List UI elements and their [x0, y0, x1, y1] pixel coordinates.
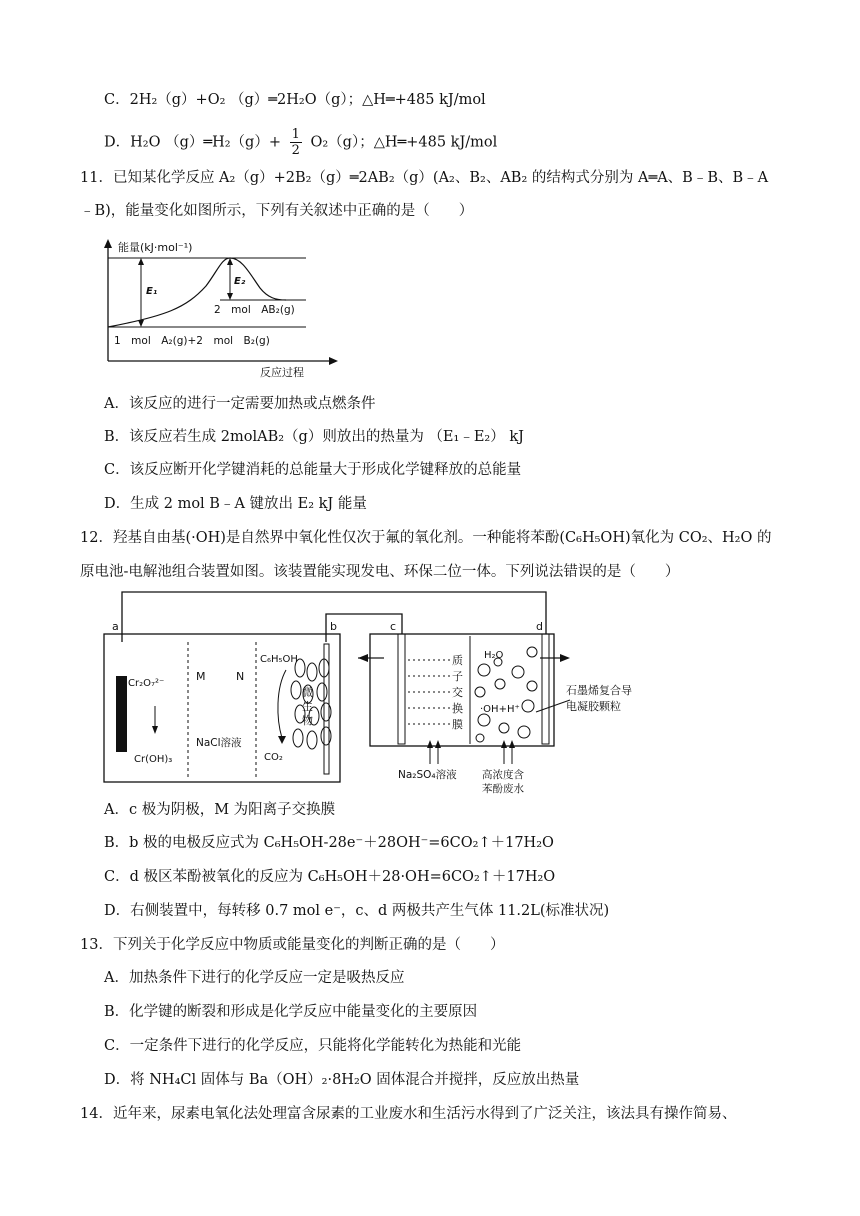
option-13d: D．将 NH₄Cl 固体与 Ba（OH）₂·8H₂O 固体混合并搅拌，反应放出热量	[104, 1072, 580, 1088]
membrane-m-label: M	[196, 670, 206, 683]
option-11d: D．生成 2 mol B﹣A 键放出 E₂ kJ 能量	[104, 496, 367, 512]
question-11-stem-1: 11．已知某化学反应 A₂（g）+2B₂（g）═2AB₂（g）(A₂、B₂、AB₂ 的结构式分别为 A═A、B﹣B、B﹣A	[80, 170, 769, 186]
energy-diagram	[96, 234, 346, 384]
option-12d: D．右侧装置中，每转移 0.7 mol e⁻，c、d 两极共产生气体 11.2L(标准状况)	[104, 903, 610, 919]
question-12-stem-1: 12．羟基自由基(·OH)是自然界中氧化性仅次于氟的氧化剂。一种能将苯酚(C₆H₅OH)氧化为 CO₂、H₂O 的	[80, 530, 772, 546]
microbe-label-2: 生	[302, 700, 313, 713]
question-11-stem-2: ﹣B)，能量变化如图所示，下列有关叙述中正确的是（ ）	[80, 203, 474, 219]
microbe-label-3: 物	[302, 714, 313, 727]
e1-label: E₁	[146, 286, 158, 297]
question-14-stem: 14．近年来，尿素电氧化法处理富含尿素的工业废水和生活污水得到了广泛关注，该法具有操作简易、	[80, 1106, 737, 1122]
membrane-label-2: 子	[452, 670, 463, 683]
graphene-label-1: 石墨烯复合导	[566, 684, 632, 697]
option-12a: A．c 极为阴极，M 为阳离子交换膜	[104, 802, 336, 818]
co2-label: CO₂	[264, 752, 283, 763]
membrane-label-5: 膜	[452, 718, 463, 731]
option-10d-right: O₂（g）；△H═+485 kJ/mol	[310, 134, 498, 151]
option-11c: C．该反应断开化学键消耗的总能量大于形成化学键释放的总能量	[104, 462, 522, 478]
sodium-sulfate-label: Na₂SO₄溶液	[398, 769, 457, 781]
nacl-solution-label: NaCl溶液	[196, 737, 242, 749]
x-axis-label: 反应过程	[260, 366, 304, 379]
phenol-label: C₆H₅OH	[260, 654, 298, 665]
membrane-n-label: N	[236, 670, 245, 683]
option-11b: B．该反应若生成 2molAB₂（g）则放出的热量为 （E₁﹣E₂） kJ	[104, 429, 524, 445]
fraction-half	[290, 127, 302, 158]
fraction-denominator: 2	[291, 143, 300, 158]
question-12-stem-2: 原电池-电解池组合装置如图。该装置能实现发电、环保二位一体。下列说法错误的是（ ）	[80, 564, 680, 580]
graphene-label-2: 电凝胶颗粒	[566, 700, 621, 713]
chromium-hydroxide-label: Cr(OH)₃	[134, 754, 173, 765]
wastewater-label-2: 苯酚废水	[482, 783, 524, 795]
microbe-label-1: 微	[302, 686, 313, 699]
product-label: 2 mol AB₂(g)	[214, 304, 295, 316]
option-10d	[104, 127, 497, 158]
option-12b: B．b 极的电极反应式为 C₆H₅OH-28e⁻＋28OH⁻=6CO₂↑＋17H₂O	[104, 835, 554, 851]
option-10c: C．2H₂（g）+O₂ （g）═2H₂O（g）；△H═+485 kJ/mol	[104, 92, 486, 108]
y-axis-label: 能量(kJ·mol⁻¹)	[118, 241, 193, 254]
option-10d-left: D．H₂O （g）═H₂（g）+	[104, 134, 281, 151]
membrane-label-3: 交	[452, 686, 463, 699]
option-13a: A．加热条件下进行的化学反应一定是吸热反应	[104, 970, 405, 986]
option-13b: B．化学键的断裂和形成是化学反应中能量变化的主要原因	[104, 1004, 478, 1020]
option-13c: C．一定条件下进行的化学反应，只能将化学能转化为热能和光能	[104, 1038, 522, 1054]
reactant-label: 1 mol A₂(g)+2 mol B₂(g)	[114, 335, 270, 347]
membrane-label-4: 换	[452, 702, 463, 715]
dichromate-label: Cr₂O₇²⁻	[128, 678, 165, 689]
fraction-numerator: 1	[291, 127, 300, 142]
cell-diagram	[100, 588, 700, 798]
wastewater-label-1: 高浓度含	[482, 769, 524, 781]
water-label: H₂O	[484, 650, 504, 661]
membrane-label-1: 质	[452, 654, 463, 667]
electrode-a-label: a	[112, 620, 119, 633]
question-13-stem: 13．下列关于化学反应中物质或能量变化的判断正确的是（ ）	[80, 937, 505, 953]
option-11a: A．该反应的进行一定需要加热或点燃条件	[104, 396, 376, 412]
option-12c: C．d 极区苯酚被氧化的反应为 C₆H₅OH＋28·OH=6CO₂↑＋17H₂O	[104, 869, 556, 885]
e2-label: E₂	[234, 276, 246, 287]
electrode-b-label: b	[330, 620, 337, 633]
electrode-c-label: c	[390, 620, 397, 633]
hydroxyl-label: ·OH+H⁺	[480, 704, 520, 715]
electrode-d-label: d	[536, 620, 543, 633]
